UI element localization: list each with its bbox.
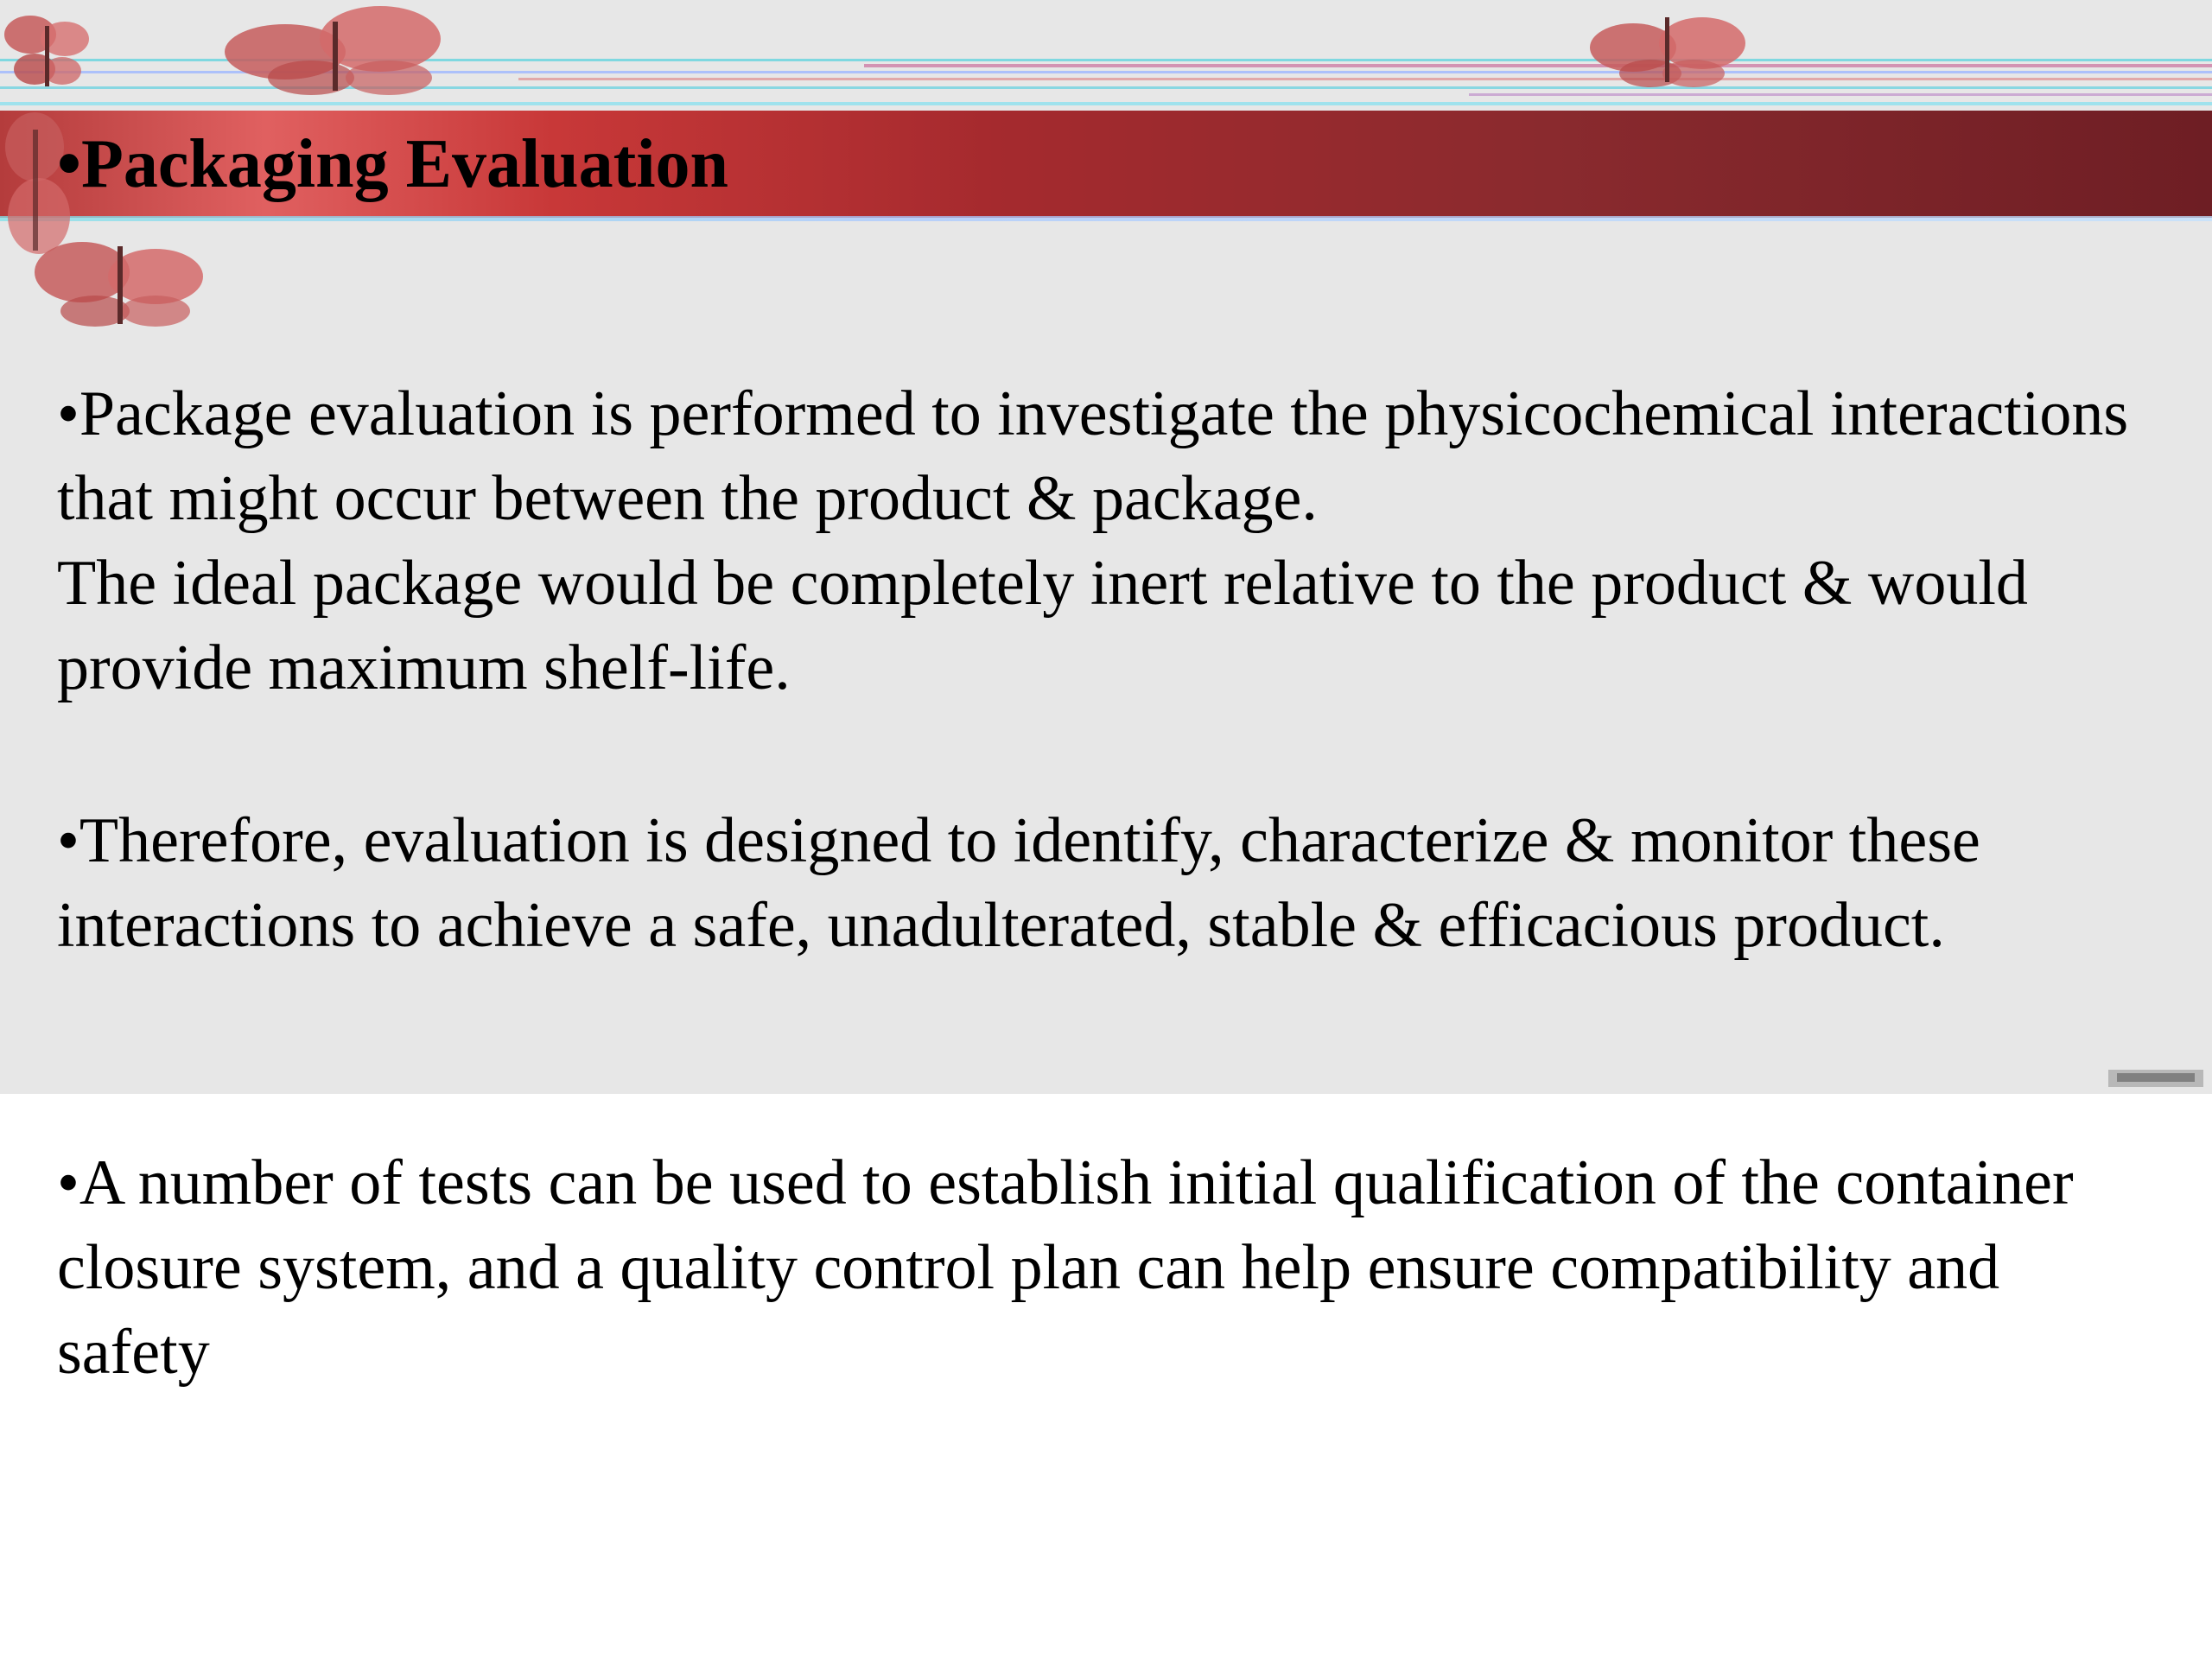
slide-title: •Packaging Evaluation	[57, 126, 729, 202]
paragraph-qualification-tests: •A number of tests can be used to establish initial qualification of the container closure system, and a quality control plan can help ensure compatibility and safety	[57, 1147, 2074, 1388]
paragraph-evaluation-design: •Therefore, evaluation is designed to identify, characterize & monitor these interactions to achieve a safe, unadulterated, stable & efficacious product.	[57, 805, 1980, 961]
butterfly-icon	[216, 0, 458, 104]
paragraph-ideal-package: The ideal package would be completely inert relative to the product & would provide maximum shelf-life.	[57, 548, 2028, 703]
paragraph-package-evaluation: •Package evaluation is performed to investigate the physicochemical interactions that might occur between the product & package.	[57, 378, 2129, 534]
butterfly-icon	[0, 0, 95, 104]
decorative-corner-mark	[2100, 1061, 2212, 1094]
butterfly-icon	[1581, 0, 1754, 95]
butterfly-icon	[26, 225, 216, 337]
